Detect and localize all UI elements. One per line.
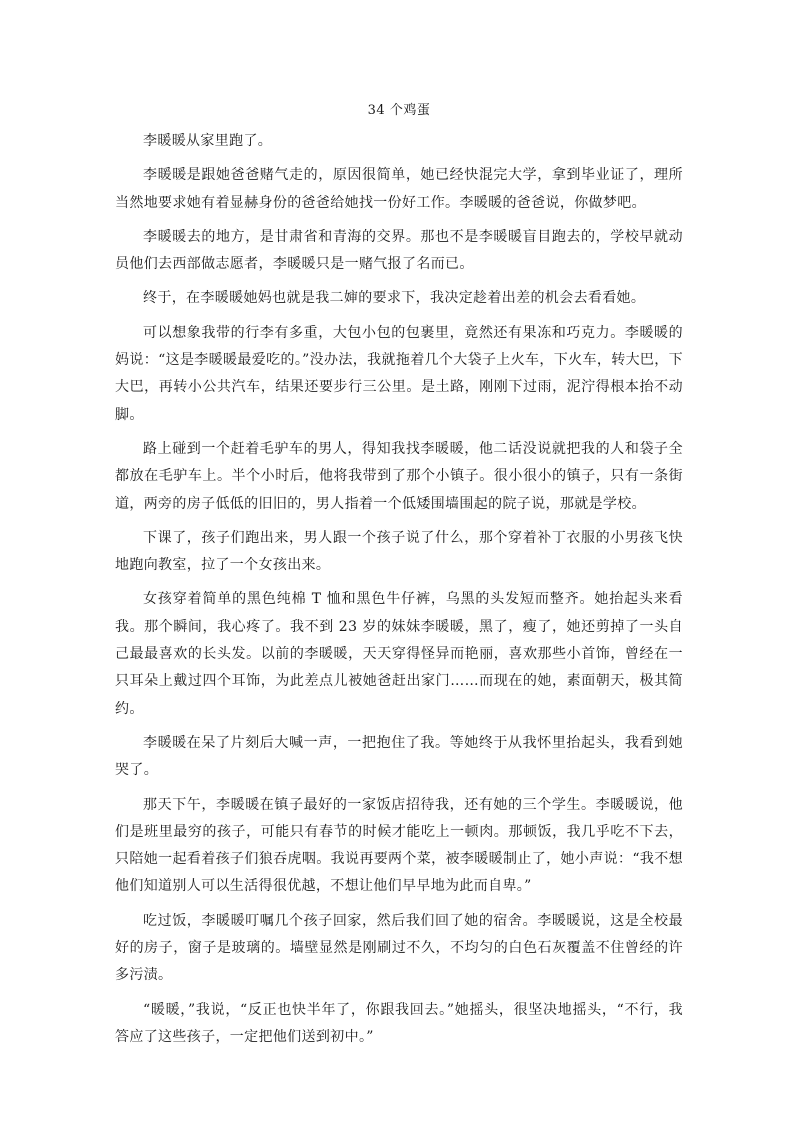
paragraph: 李暖暖从家里跑了。 [143, 133, 273, 149]
paragraph: 李暖暖去的地方，是甘肃省和青海的交界。那也不是李暖暖盲目跑去的，学校早就动员他们去西部做志愿者，李暖暖只是一赌气报了名而已。 [115, 228, 683, 273]
paragraph: 可以想象我带的行李有多重，大包小包的包裹里，竟然还有果冻和巧克力。李暖暖的妈说：“这是李暖暖最爱吃的。”没办法，我就拖着几个大袋子上火车，下火车，转大巴，下大巴，再转小公共汽车，结果还要步行三公里。是土路，刚刚下过雨，泥泞得根本抬不动脚。 [115, 324, 683, 423]
document-page [115, 100, 683, 1058]
paragraph: 李暖暖是跟她爸爸赌气走的，原因很简单，她已经快混完大学，拿到毕业证了，理所当然地要求她有着显赫身份的爸爸给她找一份好工作。李暖暖的爸爸说，你做梦吧。 [115, 167, 683, 211]
paragraph: “暖暖，”我说，“反正也快半年了，你跟我回去。”她摇头，很坚决地摇头，“不行，我答应了这些孩子，一定把他们送到初中。” [115, 1001, 683, 1045]
paragraph: 女孩穿着简单的黑色纯棉 T 恤和黑色牛仔裤，乌黑的头发短而整齐。她抬起头来看我。那个瞬间，我心疼了。我不到 23 岁的妹妹李暖暖，黑了，瘦了，她还剪掉了一头自己最最喜欢的长头发。以前的李暖暖，天天穿得怪异而艳丽，喜欢那些小首饰，曾经在一只耳朵上戴过四个耳饰，为此差点儿被她爸赶出家门……而现在的她，素面朝天，极其简约。 [115, 591, 683, 717]
paragraph: 下课了，孩子们跑出来，男人跟一个孩子说了什么，那个穿着补丁衣服的小男孩飞快地跑向教室，拉了一个女孩出来。 [115, 529, 683, 574]
paragraph: 终于，在李暖暖她妈也就是我二婶的要求下，我决定趁着出差的机会去看看她。 [143, 290, 646, 307]
paragraph: 路上碰到一个赶着毛驴车的男人，得知我找李暖暖，他二话没说就把我的人和袋子全都放在毛驴车上。半个小时后，他将我带到了那个小镇子。很小很小的镇子，只有一条街道，两旁的房子低低的旧旧的，男人指着一个低矮围墙围起的院子说，那就是学校。 [115, 440, 683, 512]
document-title: 34 个鸡蛋 [367, 103, 431, 118]
paragraph: 李暖暖在呆了片刻后大喊一声，一把抱住了我。等她终于从我怀里抬起头，我看到她哭了。 [115, 734, 683, 779]
paragraph: 那天下午，李暖暖在镇子最好的一家饭店招待我，还有她的三个学生。李暖暖说，他们是班里最穷的孩子，可能只有春节的时候才能吃上一顿肉。那顿饭，我几乎吃不下去，只陪她一起看着孩子们狼吞虎咽。我说再要两个菜，被李暖暖制止了，她小声说：“我不想他们知道别人可以生活得很优越，不想让他们早早地为此而自卑。” [115, 796, 683, 895]
paragraph: 吃过饭，李暖暖叮嘱几个孩子回家，然后我们回了她的宿舍。李暖暖说，这是全校最好的房子，窗子是玻璃的。墙壁显然是刚刷过不久，不均匀的白色石灰覆盖不住曾经的许多污渍。 [115, 912, 683, 984]
